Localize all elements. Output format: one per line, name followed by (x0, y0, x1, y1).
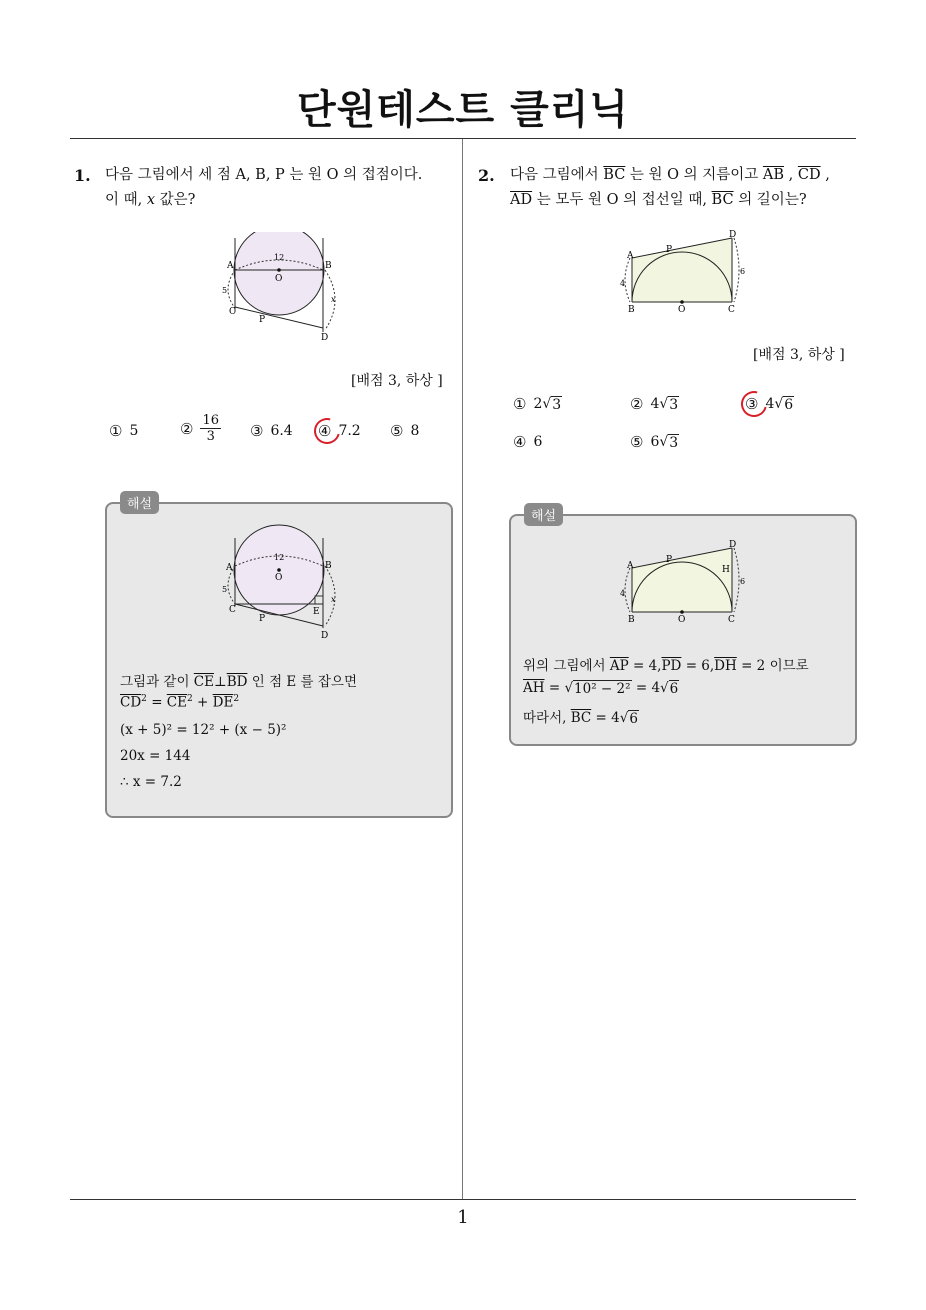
segment-ce: $\overline{CE}$ (193, 674, 214, 690)
q2-text-pre: 다음 그림에서 (510, 167, 599, 183)
q1-center-dot (277, 268, 281, 272)
q2-center-dot (680, 300, 684, 304)
q2s-label-a: A (627, 561, 634, 571)
segment-ah: $\overline{AH}$ (523, 680, 545, 696)
choice-mark: ④ (318, 422, 332, 440)
segment-dh: $\overline{DH}$ (714, 658, 737, 674)
q2s-label-c: C (728, 615, 735, 625)
plus: + (197, 694, 209, 711)
q2-number: 2. (478, 166, 495, 185)
q2-label-d: D (729, 230, 737, 240)
segment-cd: $\overline{CD}$ (797, 167, 821, 183)
segment-bc: $\overline{BC}$ (603, 167, 626, 183)
q1-sol-line3: (x + 5)² = 12² + (x − 5)² (120, 722, 287, 738)
q1-solution-figure (215, 522, 345, 642)
q2-label-b: B (628, 305, 635, 315)
q1s-label-b: B (325, 561, 332, 571)
q1-sol-line1 (120, 670, 357, 690)
q1-label-x: x (331, 295, 336, 304)
q2-label-6: 6 (740, 267, 746, 276)
radical-coef: 4 (765, 395, 775, 412)
q1-label-o: O (275, 274, 283, 284)
radicand: 3 (552, 396, 562, 413)
q2s-label-h: H (722, 565, 730, 575)
q2-sol-line3 (523, 706, 639, 727)
q1-text (105, 163, 422, 213)
sqrt-expression: √ 6 (660, 680, 679, 697)
choice-radical: 4 √ 3 (650, 395, 679, 413)
q1-sol-line4: 20x = 144 (120, 748, 191, 764)
radical-coef: 2 (533, 395, 543, 412)
q1-label-a: A (227, 261, 234, 271)
q1s-label-c: C (229, 605, 236, 615)
exponent: 2 (141, 694, 147, 704)
choice-radical: 2 √ 3 (533, 395, 562, 413)
choice-mark: ④ (513, 433, 527, 451)
q1-line2 (105, 188, 422, 213)
radicand: 6 (629, 711, 638, 727)
radicand: 6 (669, 681, 679, 697)
q1s-center-dot (277, 568, 281, 572)
q1s-label-p: P (259, 614, 266, 624)
fraction-denominator: 3 (206, 429, 215, 444)
choice-mark: ① (109, 422, 123, 440)
radicand: 10² − 2² (574, 681, 631, 697)
q1s-label-x: x (331, 595, 336, 604)
choice-value: 7.2 (338, 423, 361, 439)
segment-ad: $\overline{AD}$ (510, 192, 533, 208)
q2-text-mid: 는 원 O 의 지름이고 (629, 167, 759, 183)
q2-text (510, 163, 830, 213)
page-number: 1 (457, 1207, 469, 1228)
q2-label-4: 4 (620, 279, 626, 288)
segment-pd: $\overline{PD}$ (661, 658, 682, 674)
q1s-label-d: D (321, 631, 329, 641)
footer-rule (70, 1199, 856, 1200)
q2-choice-2[interactable] (630, 395, 679, 413)
q2-arc-6 (734, 238, 739, 302)
choice-mark: ② (180, 419, 194, 438)
choice-mark: ⑤ (390, 422, 404, 440)
choice-mark: ① (513, 395, 527, 413)
q2-label-p: P (666, 245, 673, 255)
segment-de: $\overline{DE}$ (212, 694, 234, 711)
q2-solution-figure (616, 538, 750, 628)
column-divider (462, 139, 463, 1200)
segment-ap: $\overline{AP}$ (609, 658, 629, 674)
fraction-numerator: 16 (202, 413, 219, 428)
comma: , (825, 167, 830, 183)
equals: = (151, 694, 163, 711)
header-rule (70, 138, 856, 139)
q2-text-post: 의 길이는? (738, 192, 807, 208)
exponent: 2 (233, 694, 240, 704)
radicand: 3 (669, 396, 679, 413)
choice-mark: ③ (745, 395, 759, 413)
sol-value: = 2 (741, 658, 766, 674)
q1-var-x: x (146, 192, 156, 208)
sol-text: 그림과 같이 (120, 674, 190, 690)
radicand: 3 (669, 434, 679, 451)
q1s-label-a: A (226, 563, 233, 573)
q1-choice-2[interactable] (180, 413, 221, 444)
q1-choice-3[interactable] (250, 422, 293, 440)
equals: = (548, 680, 561, 696)
radical-coef: 6 (650, 433, 660, 450)
q1s-label-12: 12 (274, 553, 285, 562)
radical-coef: 4 (650, 395, 660, 412)
choice-radical: 6 √ 3 (650, 433, 679, 451)
q2-sol-line2 (523, 680, 679, 697)
exponent: 2 (186, 694, 193, 704)
q1-line2-post: 값은? (159, 192, 196, 208)
choice-mark: ② (630, 395, 644, 413)
q1s-right-angle (315, 596, 323, 604)
sol-text: 따라서, (523, 710, 567, 726)
q2-choice-4[interactable] (513, 433, 542, 451)
q2-line1 (510, 163, 830, 188)
q1-number: 1. (74, 166, 91, 185)
q1-label-c: C (229, 307, 236, 317)
segment-bd: $\overline{BD}$ (226, 674, 248, 690)
segment-ce: $\overline{CE}$ (166, 694, 187, 711)
sol-text: 위의 그림에서 (523, 658, 606, 674)
q2-text-mid2: 는 모두 원 O 의 접선일 때, (536, 192, 707, 208)
q1-label-12: 12 (274, 253, 285, 262)
sol-value: = 6, (685, 658, 715, 674)
sol-value: = 4, (632, 658, 662, 674)
q2-solution-tag: 해설 (524, 503, 563, 526)
answer-circle-mark (309, 413, 345, 449)
q2-arc-4 (625, 258, 630, 302)
q2s-label-d: D (729, 540, 737, 550)
comma: , (788, 167, 794, 183)
q1s-label-5: 5 (222, 585, 228, 594)
q1-figure (215, 232, 345, 344)
choice-value: 6 (533, 434, 543, 450)
q2-label-c: C (728, 305, 735, 315)
q1-label-d: D (321, 333, 329, 343)
choice-fraction (200, 413, 221, 444)
q1s-label-e: E (313, 607, 320, 617)
sqrt-expression: √ 6 (619, 710, 638, 727)
q2s-arc-6 (734, 548, 739, 612)
q1-score: [배점 3, 하상 ] (351, 373, 443, 389)
q1-choice-1[interactable] (109, 422, 138, 440)
segment-cd: $\overline{CD}$ (120, 694, 142, 711)
sqrt-expression: √ 10² − 2² (564, 680, 631, 697)
perp-symbol: ⊥ (213, 674, 227, 690)
q2s-label-p: P (666, 555, 673, 565)
q2-choice-1[interactable] (513, 395, 562, 413)
radicand: 6 (784, 396, 794, 413)
sol-value: = 4 (635, 680, 661, 696)
q1-label-b: B (325, 261, 332, 271)
sol-text: 이므로 (769, 658, 809, 674)
answer-circle-mark (736, 386, 775, 422)
q2s-label-6: 6 (740, 577, 746, 586)
q1-sol-line2 (120, 694, 239, 711)
q2s-center-dot (680, 610, 684, 614)
q2-sol-line1 (523, 654, 809, 674)
q1-solution-tag: 해설 (120, 491, 159, 514)
q2-score: [배점 3, 하상 ] (753, 347, 845, 363)
q1-choice-5[interactable] (390, 422, 419, 440)
q2s-label-4: 4 (620, 589, 626, 598)
sol-value: = 4 (595, 710, 620, 726)
segment-bc: $\overline{BC}$ (570, 710, 592, 726)
q2-label-o: O (678, 305, 686, 315)
q2s-arc-4 (625, 568, 630, 612)
q1-label-5: 5 (222, 286, 228, 295)
q2s-label-o: O (678, 615, 686, 625)
q2-figure (616, 228, 750, 318)
choice-value: 8 (410, 423, 420, 439)
segment-bc: $\overline{BC}$ (711, 192, 734, 208)
choice-mark: ⑤ (630, 433, 644, 451)
q2s-label-b: B (628, 615, 635, 625)
q2-label-a: A (627, 251, 634, 261)
q2-choice-5[interactable] (630, 433, 679, 451)
q1s-label-o: O (275, 573, 283, 583)
q1-line1: 다음 그림에서 세 점 A, B, P 는 원 O 의 접점이다. (105, 167, 423, 183)
sol-text: 인 점 E 를 잡으면 (251, 674, 357, 690)
q1-sol-line5: ∴ x = 7.2 (120, 774, 182, 790)
choice-radical: 4 √ 6 (765, 395, 794, 413)
choice-mark: ③ (250, 422, 264, 440)
choice-value: 6.4 (270, 423, 293, 439)
q1-line2-pre: 이 때, (105, 192, 143, 208)
page-title: 단원테스트 클리닉 (296, 87, 630, 133)
segment-ab: $\overline{AB}$ (762, 167, 785, 183)
q2-line2 (510, 188, 830, 213)
choice-value: 5 (129, 423, 139, 439)
q1-label-p: P (259, 315, 266, 325)
